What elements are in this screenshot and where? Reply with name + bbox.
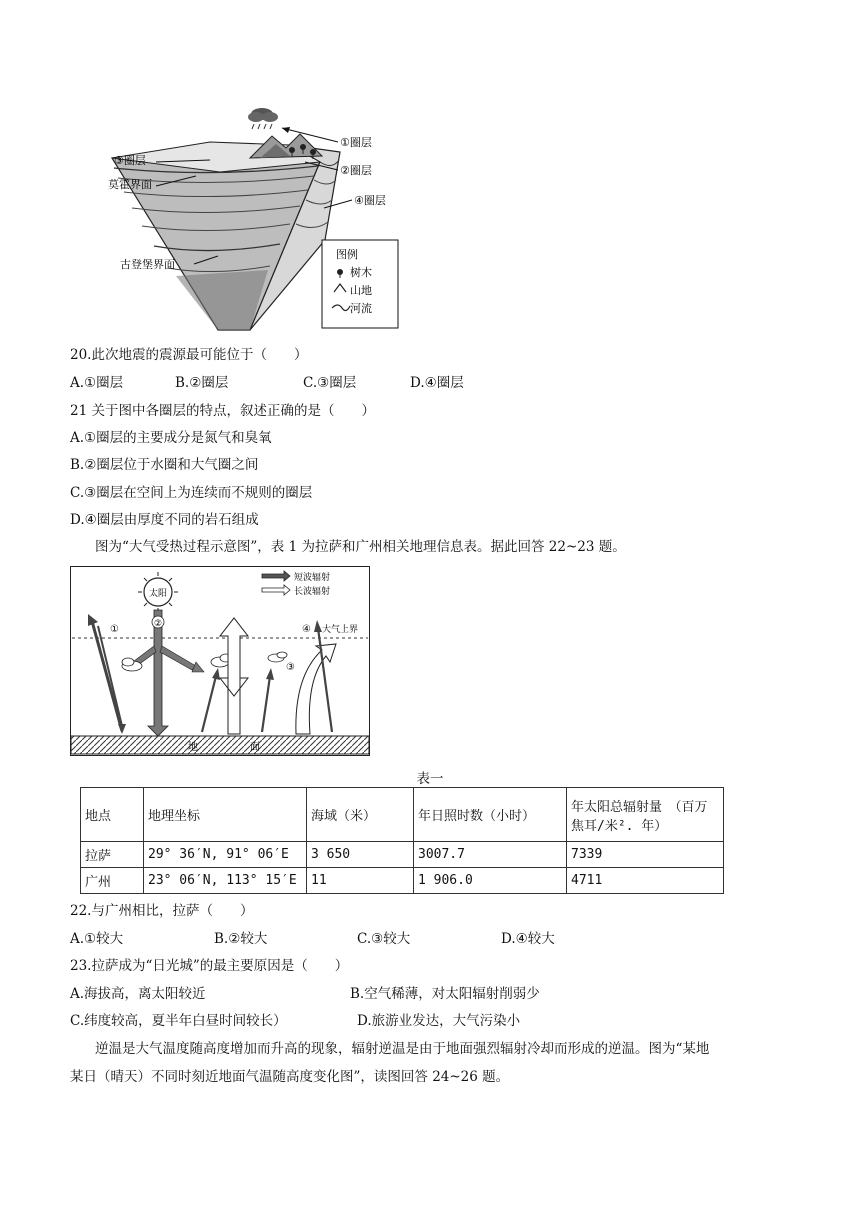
legend-box [322, 240, 398, 328]
table-header-cell: 年日照时数（小时） [414, 788, 567, 842]
marker-4: ④ [302, 624, 311, 635]
sun-icon [138, 572, 178, 612]
marker-3: ③ [286, 662, 295, 673]
cloud-icon [248, 108, 278, 129]
intro-paragraph-24-26-line1: 逆温是大气温度随高度增加而升高的现象，辐射逆温是由于地面强烈辐射冷却而形成的逆温。图为“某地 [95, 1041, 710, 1057]
q21-option-a[interactable]: A.①圈层的主要成分是氮气和臭氧 [70, 430, 272, 446]
table-header-cell: 地点 [81, 788, 144, 842]
question-20-stem: 20.此次地震的震源最可能位于（ ） [70, 347, 308, 363]
table-header-cell: 海域（米） [307, 788, 414, 842]
legend-mountain: 山地 [350, 284, 372, 297]
upper-boundary-label: 大气上界 [322, 625, 359, 635]
q20-option-d[interactable]: D.④圈层 [410, 375, 464, 391]
legend-short-wave: 短波辐射 [294, 573, 331, 583]
q23-option-d[interactable]: D.旅游业发达，大气污染小 [357, 1013, 521, 1029]
q20-option-c[interactable]: C.③圈层 [303, 375, 357, 391]
layer3-label: ③圈层 [114, 154, 146, 167]
table-caption: 表一 [416, 771, 444, 787]
earth-layers-figure [100, 100, 420, 340]
table-cell: 3 650 [307, 842, 414, 868]
question-23-stem: 23.拉萨成为“日光城”的最主要原因是（ ） [70, 958, 349, 974]
q22-option-a[interactable]: A.①较大 [70, 931, 124, 947]
q20-option-b[interactable]: B.②圈层 [175, 375, 229, 391]
info-table [80, 787, 724, 894]
legend-river: 河流 [350, 302, 372, 315]
q23-option-a[interactable]: A.海拔高，离太阳较近 [70, 986, 206, 1002]
table-cell: 广州 [81, 868, 144, 894]
layer1-label: ①圈层 [340, 136, 372, 149]
legend-title: 图例 [336, 248, 358, 261]
intro-paragraph-24-26-line2: 某日（晴天）不同时刻近地面气温随高度变化图”，读图回答 24~26 题。 [70, 1069, 510, 1085]
gutenberg-label: 古登堡界面 [120, 258, 175, 271]
question-22-stem: 22.与广州相比，拉萨（ ） [70, 903, 254, 919]
q22-option-b[interactable]: B.②较大 [214, 931, 268, 947]
table-header-row [81, 788, 724, 842]
table-header-line: 年太阳总辐射量 （百万 [571, 799, 708, 815]
table-cell: 1 906.0 [414, 868, 567, 894]
table-cell: 11 [307, 868, 414, 894]
ground-label-right: 面 [250, 742, 260, 753]
legend-long-wave: 长波辐射 [294, 587, 331, 597]
table-header-cell [567, 788, 724, 842]
table-cell: 29° 36′N, 91° 06′E [144, 842, 307, 868]
q23-option-c[interactable]: C.纬度较高，夏半年白昼时间较长） [70, 1013, 287, 1029]
q22-option-d[interactable]: D.④较大 [501, 931, 555, 947]
layer2-label: ②圈层 [340, 164, 372, 177]
intro-paragraph-22-23: 图为“大气受热过程示意图”，表 1 为拉萨和广州相关地理信息表。据此回答 22~23 题。 [95, 539, 626, 555]
q23-option-b[interactable]: B.空气稀薄，对太阳辐射削弱少 [350, 986, 540, 1002]
table-row [81, 842, 724, 868]
table-header-cell: 地理坐标 [144, 788, 307, 842]
question-21-stem: 21 关于图中各圈层的特点，叙述正确的是（ ） [70, 403, 375, 419]
q21-option-d[interactable]: D.④圈层由厚度不同的岩石组成 [70, 512, 259, 528]
table-cell: 7339 [567, 842, 724, 868]
table-cell: 拉萨 [81, 842, 144, 868]
layer4-label: ④圈层 [354, 194, 386, 207]
q21-option-c[interactable]: C.③圈层在空间上为连续而不规则的圈层 [70, 485, 313, 501]
ground-label-left: 地 [188, 742, 198, 753]
q20-option-a[interactable]: A.①圈层 [70, 375, 124, 391]
q21-option-b[interactable]: B.②圈层位于水圈和大气圈之间 [70, 457, 259, 473]
table-cell: 3007.7 [414, 842, 567, 868]
legend-trees: 树木 [350, 266, 372, 279]
table-cell: 4711 [567, 868, 724, 894]
table-cell: 23° 06′N, 113° 15′E [144, 868, 307, 894]
marker-1: ① [110, 624, 119, 635]
moho-label: 莫霍界面 [108, 178, 152, 191]
marker-2: ② [154, 619, 163, 629]
q22-option-c[interactable]: C.③较大 [357, 931, 411, 947]
atmosphere-heating-figure [70, 566, 370, 756]
table-row [81, 868, 724, 894]
table-header-line: 焦耳/米². 年） [571, 818, 668, 834]
sun-label: 太阳 [149, 589, 168, 599]
